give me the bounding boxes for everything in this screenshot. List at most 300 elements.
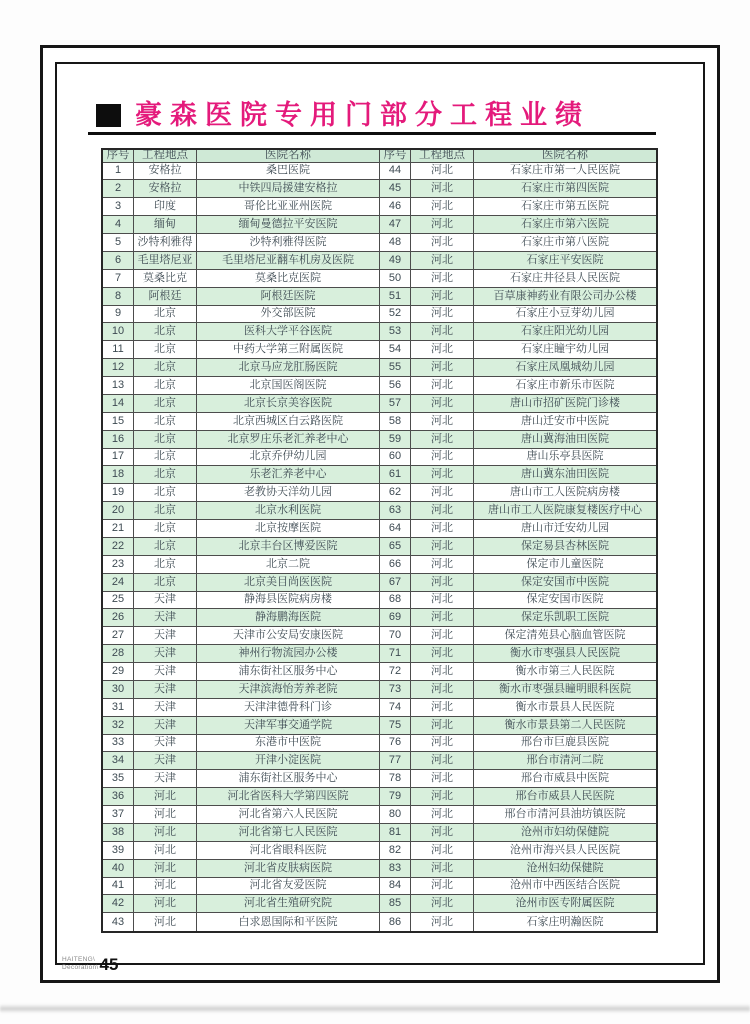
cell-hospital: 中药大学第三附属医院 bbox=[197, 341, 380, 359]
cell-location: 北京 bbox=[134, 412, 197, 430]
table-row bbox=[102, 823, 657, 841]
cell-hospital: 衡水市景县人民医院 bbox=[474, 698, 658, 716]
cell-location: 北京 bbox=[134, 573, 197, 591]
cell-location: 北京 bbox=[134, 537, 197, 555]
cell-location: 河北 bbox=[411, 913, 474, 932]
cell-hospital: 沙特利雅得医院 bbox=[197, 234, 380, 252]
cell-hospital: 北京丰台区博爱医院 bbox=[197, 537, 380, 555]
cell-serial: 24 bbox=[102, 573, 134, 591]
cell-location: 河北 bbox=[134, 913, 197, 932]
cell-location: 河北 bbox=[411, 680, 474, 698]
cell-location: 河北 bbox=[411, 841, 474, 859]
cell-location: 河北 bbox=[411, 770, 474, 788]
cell-serial: 41 bbox=[102, 877, 134, 895]
cell-hospital: 衡水市景县第二人民医院 bbox=[474, 716, 658, 734]
cell-hospital: 河北省友爱医院 bbox=[197, 877, 380, 895]
cell-location: 河北 bbox=[411, 663, 474, 681]
cell-location: 北京 bbox=[134, 430, 197, 448]
cell-hospital: 石家庄市第一人民医院 bbox=[474, 162, 658, 180]
cell-serial: 32 bbox=[102, 716, 134, 734]
cell-hospital: 沧州市医专附属医院 bbox=[474, 895, 658, 913]
cell-hospital: 北京美目尚医医院 bbox=[197, 573, 380, 591]
cell-serial: 60 bbox=[380, 448, 411, 466]
cell-hospital: 石家庄市第四医院 bbox=[474, 180, 658, 198]
projects-table-body bbox=[102, 162, 657, 932]
cell-serial: 71 bbox=[380, 645, 411, 663]
cell-location: 河北 bbox=[134, 806, 197, 824]
cell-hospital: 缅甸曼德拉平安医院 bbox=[197, 216, 380, 234]
cell-serial: 31 bbox=[102, 698, 134, 716]
cell-location: 天津 bbox=[134, 591, 197, 609]
header-hospital-left: 医院名称 bbox=[197, 149, 380, 162]
cell-location: 河北 bbox=[411, 287, 474, 305]
cell-location: 天津 bbox=[134, 663, 197, 681]
table-row bbox=[102, 913, 657, 932]
table-row bbox=[102, 394, 657, 412]
table-row bbox=[102, 466, 657, 484]
cell-location: 北京 bbox=[134, 555, 197, 573]
cell-serial: 11 bbox=[102, 341, 134, 359]
page-title: 豪森医院专用门部分工程业绩 bbox=[135, 99, 590, 130]
table-row bbox=[102, 430, 657, 448]
cell-location: 河北 bbox=[411, 430, 474, 448]
cell-serial: 7 bbox=[102, 269, 134, 287]
cell-location: 北京 bbox=[134, 323, 197, 341]
table-row bbox=[102, 287, 657, 305]
brand-mark bbox=[62, 956, 99, 975]
cell-serial: 27 bbox=[102, 627, 134, 645]
cell-location: 河北 bbox=[134, 788, 197, 806]
table-row bbox=[102, 591, 657, 609]
cell-location: 河北 bbox=[411, 341, 474, 359]
cell-serial: 30 bbox=[102, 680, 134, 698]
cell-location: 阿根廷 bbox=[134, 287, 197, 305]
table-row bbox=[102, 269, 657, 287]
cell-location: 北京 bbox=[134, 305, 197, 323]
cell-serial: 19 bbox=[102, 484, 134, 502]
cell-serial: 67 bbox=[380, 573, 411, 591]
cell-hospital: 保定安国市医院 bbox=[474, 591, 658, 609]
cell-hospital: 开津小淀医院 bbox=[197, 752, 380, 770]
cell-location: 河北 bbox=[411, 198, 474, 216]
cell-location: 天津 bbox=[134, 627, 197, 645]
cell-location: 天津 bbox=[134, 698, 197, 716]
cell-serial: 37 bbox=[102, 806, 134, 824]
cell-serial: 13 bbox=[102, 377, 134, 395]
cell-serial: 40 bbox=[102, 859, 134, 877]
cell-location: 河北 bbox=[411, 180, 474, 198]
cell-serial: 14 bbox=[102, 394, 134, 412]
cell-serial: 81 bbox=[380, 823, 411, 841]
table-row bbox=[102, 359, 657, 377]
cell-serial: 51 bbox=[380, 287, 411, 305]
cell-serial: 83 bbox=[380, 859, 411, 877]
table-row bbox=[102, 323, 657, 341]
cell-serial: 54 bbox=[380, 341, 411, 359]
cell-location: 河北 bbox=[411, 895, 474, 913]
title-block bbox=[96, 100, 590, 130]
table-row bbox=[102, 859, 657, 877]
cell-location: 河北 bbox=[411, 162, 474, 180]
table-row bbox=[102, 162, 657, 180]
table-header-row bbox=[102, 149, 657, 162]
cell-location: 河北 bbox=[411, 788, 474, 806]
cell-serial: 39 bbox=[102, 841, 134, 859]
cell-location: 河北 bbox=[411, 806, 474, 824]
cell-hospital: 天津滨海怡芳养老院 bbox=[197, 680, 380, 698]
cell-location: 河北 bbox=[411, 251, 474, 269]
cell-serial: 74 bbox=[380, 698, 411, 716]
cell-location: 河北 bbox=[411, 466, 474, 484]
cell-hospital: 中铁四局援建安格拉 bbox=[197, 180, 380, 198]
table-row bbox=[102, 895, 657, 913]
cell-hospital: 北京罗庄乐老汇养老中心 bbox=[197, 430, 380, 448]
cell-location: 河北 bbox=[134, 823, 197, 841]
cell-serial: 49 bbox=[380, 251, 411, 269]
cell-hospital: 石家庄市第六医院 bbox=[474, 216, 658, 234]
cell-serial: 48 bbox=[380, 234, 411, 252]
cell-hospital: 神州行物流园办公楼 bbox=[197, 645, 380, 663]
table-row bbox=[102, 251, 657, 269]
table-row bbox=[102, 645, 657, 663]
table-row bbox=[102, 520, 657, 538]
cell-serial: 45 bbox=[380, 180, 411, 198]
title-bullet-square-icon bbox=[96, 104, 121, 127]
header-location-left: 工程地点 bbox=[134, 149, 197, 162]
cell-serial: 22 bbox=[102, 537, 134, 555]
cell-serial: 80 bbox=[380, 806, 411, 824]
cell-hospital: 唐山迁安市中医院 bbox=[474, 412, 658, 430]
table-row bbox=[102, 806, 657, 824]
cell-hospital: 邢台市巨鹿县医院 bbox=[474, 734, 658, 752]
cell-serial: 25 bbox=[102, 591, 134, 609]
cell-serial: 75 bbox=[380, 716, 411, 734]
table-row bbox=[102, 341, 657, 359]
cell-hospital: 沧州妇幼保健院 bbox=[474, 859, 658, 877]
cell-location: 北京 bbox=[134, 502, 197, 520]
footer bbox=[62, 941, 118, 975]
cell-serial: 82 bbox=[380, 841, 411, 859]
cell-serial: 36 bbox=[102, 788, 134, 806]
cell-hospital: 北京西城区白云路医院 bbox=[197, 412, 380, 430]
table-row bbox=[102, 198, 657, 216]
cell-location: 北京 bbox=[134, 359, 197, 377]
cell-location: 河北 bbox=[411, 645, 474, 663]
cell-location: 沙特利雅得 bbox=[134, 234, 197, 252]
cell-location: 莫桑比克 bbox=[134, 269, 197, 287]
cell-hospital: 保定市儿童医院 bbox=[474, 555, 658, 573]
cell-hospital: 静海县医院病房楼 bbox=[197, 591, 380, 609]
cell-hospital: 保定易县杏林医院 bbox=[474, 537, 658, 555]
cell-hospital: 唐山冀海油田医院 bbox=[474, 430, 658, 448]
cell-location: 河北 bbox=[411, 537, 474, 555]
table-row bbox=[102, 412, 657, 430]
cell-serial: 6 bbox=[102, 251, 134, 269]
cell-serial: 9 bbox=[102, 305, 134, 323]
cell-hospital: 石家庄市第五医院 bbox=[474, 198, 658, 216]
cell-location: 河北 bbox=[411, 627, 474, 645]
cell-serial: 33 bbox=[102, 734, 134, 752]
cell-serial: 84 bbox=[380, 877, 411, 895]
cell-serial: 3 bbox=[102, 198, 134, 216]
cell-hospital: 唐山冀东油田医院 bbox=[474, 466, 658, 484]
cell-location: 北京 bbox=[134, 341, 197, 359]
cell-hospital: 石家庄明瀚医院 bbox=[474, 913, 658, 932]
cell-serial: 50 bbox=[380, 269, 411, 287]
cell-hospital: 石家庄平安医院 bbox=[474, 251, 658, 269]
cell-location: 北京 bbox=[134, 377, 197, 395]
table-row bbox=[102, 484, 657, 502]
cell-hospital: 浦东街社区服务中心 bbox=[197, 663, 380, 681]
table-row bbox=[102, 752, 657, 770]
cell-hospital: 唐山市工人医院康复楼医疗中心 bbox=[474, 502, 658, 520]
cell-serial: 57 bbox=[380, 394, 411, 412]
header-serial-right: 序号 bbox=[380, 149, 411, 162]
page-number: 45 bbox=[99, 955, 119, 974]
cell-location: 河北 bbox=[411, 269, 474, 287]
cell-hospital: 衡水市枣强县人民医院 bbox=[474, 645, 658, 663]
cell-location: 印度 bbox=[134, 198, 197, 216]
table-row bbox=[102, 716, 657, 734]
cell-location: 北京 bbox=[134, 394, 197, 412]
table-row bbox=[102, 663, 657, 681]
cell-location: 河北 bbox=[411, 359, 474, 377]
cell-hospital: 河北省第六人民医院 bbox=[197, 806, 380, 824]
cell-serial: 79 bbox=[380, 788, 411, 806]
cell-serial: 35 bbox=[102, 770, 134, 788]
cell-location: 河北 bbox=[411, 555, 474, 573]
cell-hospital: 毛里塔尼亚翻车机房及医院 bbox=[197, 251, 380, 269]
cell-hospital: 石家庄凤凰城幼儿园 bbox=[474, 359, 658, 377]
cell-serial: 70 bbox=[380, 627, 411, 645]
cell-location: 北京 bbox=[134, 466, 197, 484]
table-row bbox=[102, 234, 657, 252]
cell-location: 天津 bbox=[134, 734, 197, 752]
cell-serial: 10 bbox=[102, 323, 134, 341]
cell-hospital: 哥伦比亚亚州医院 bbox=[197, 198, 380, 216]
table-row bbox=[102, 180, 657, 198]
cell-hospital: 乐老汇养老中心 bbox=[197, 466, 380, 484]
cell-hospital: 邢台市清河县油坊镇医院 bbox=[474, 806, 658, 824]
cell-location: 北京 bbox=[134, 484, 197, 502]
cell-hospital: 沧州市海兴县人民医院 bbox=[474, 841, 658, 859]
cell-serial: 12 bbox=[102, 359, 134, 377]
cell-hospital: 老教协天洋幼儿园 bbox=[197, 484, 380, 502]
table-row bbox=[102, 537, 657, 555]
cell-hospital: 河北省皮肤病医院 bbox=[197, 859, 380, 877]
cell-location: 河北 bbox=[134, 895, 197, 913]
cell-serial: 1 bbox=[102, 162, 134, 180]
cell-serial: 73 bbox=[380, 680, 411, 698]
cell-serial: 56 bbox=[380, 377, 411, 395]
cell-location: 河北 bbox=[134, 841, 197, 859]
cell-location: 河北 bbox=[411, 448, 474, 466]
cell-location: 北京 bbox=[134, 448, 197, 466]
header-hospital-right: 医院名称 bbox=[474, 149, 658, 162]
title-underline bbox=[88, 132, 656, 135]
cell-hospital: 北京二院 bbox=[197, 555, 380, 573]
cell-serial: 66 bbox=[380, 555, 411, 573]
cell-location: 北京 bbox=[134, 520, 197, 538]
cell-location: 河北 bbox=[411, 412, 474, 430]
table-row bbox=[102, 734, 657, 752]
cell-hospital: 北京马应龙肛肠医院 bbox=[197, 359, 380, 377]
cell-hospital: 沧州市妇幼保健院 bbox=[474, 823, 658, 841]
photo-edge-shadow bbox=[0, 1004, 750, 1013]
cell-hospital: 河北省医科大学第四医院 bbox=[197, 788, 380, 806]
cell-serial: 62 bbox=[380, 484, 411, 502]
table-row bbox=[102, 305, 657, 323]
cell-hospital: 医科大学平谷医院 bbox=[197, 323, 380, 341]
cell-hospital: 白求恩国际和平医院 bbox=[197, 913, 380, 932]
cell-serial: 53 bbox=[380, 323, 411, 341]
cell-location: 天津 bbox=[134, 716, 197, 734]
table-row bbox=[102, 877, 657, 895]
cell-hospital: 河北省第七人民医院 bbox=[197, 823, 380, 841]
cell-hospital: 北京按摩医院 bbox=[197, 520, 380, 538]
cell-location: 缅甸 bbox=[134, 216, 197, 234]
cell-hospital: 北京长京美容医院 bbox=[197, 394, 380, 412]
table-row bbox=[102, 377, 657, 395]
table-row bbox=[102, 216, 657, 234]
cell-serial: 38 bbox=[102, 823, 134, 841]
table-row bbox=[102, 627, 657, 645]
cell-serial: 17 bbox=[102, 448, 134, 466]
cell-hospital: 沧州市中西医结合医院 bbox=[474, 877, 658, 895]
cell-serial: 42 bbox=[102, 895, 134, 913]
cell-hospital: 邢台市威县中医院 bbox=[474, 770, 658, 788]
table-row bbox=[102, 502, 657, 520]
table-row bbox=[102, 680, 657, 698]
table-row bbox=[102, 573, 657, 591]
table-row bbox=[102, 788, 657, 806]
cell-hospital: 河北省生殖研究院 bbox=[197, 895, 380, 913]
cell-serial: 26 bbox=[102, 609, 134, 627]
cell-serial: 52 bbox=[380, 305, 411, 323]
cell-location: 毛里塔尼亚 bbox=[134, 251, 197, 269]
table-row bbox=[102, 770, 657, 788]
cell-serial: 46 bbox=[380, 198, 411, 216]
cell-location: 河北 bbox=[411, 234, 474, 252]
cell-location: 河北 bbox=[411, 216, 474, 234]
cell-serial: 5 bbox=[102, 234, 134, 252]
cell-location: 河北 bbox=[411, 609, 474, 627]
cell-serial: 65 bbox=[380, 537, 411, 555]
cell-hospital: 石家庄瞳宇幼儿园 bbox=[474, 341, 658, 359]
cell-location: 安格拉 bbox=[134, 162, 197, 180]
cell-serial: 72 bbox=[380, 663, 411, 681]
cell-hospital: 桑巴医院 bbox=[197, 162, 380, 180]
table-row bbox=[102, 698, 657, 716]
cell-hospital: 保定乐凯职工医院 bbox=[474, 609, 658, 627]
cell-hospital: 天津津德骨科门诊 bbox=[197, 698, 380, 716]
projects-table bbox=[101, 148, 658, 933]
cell-hospital: 天津市公安局安康医院 bbox=[197, 627, 380, 645]
cell-location: 河北 bbox=[411, 377, 474, 395]
cell-serial: 23 bbox=[102, 555, 134, 573]
cell-hospital: 唐山市迁安幼儿园 bbox=[474, 520, 658, 538]
cell-location: 河北 bbox=[411, 752, 474, 770]
header-serial-left: 序号 bbox=[102, 149, 134, 162]
cell-serial: 58 bbox=[380, 412, 411, 430]
cell-serial: 29 bbox=[102, 663, 134, 681]
cell-serial: 61 bbox=[380, 466, 411, 484]
cell-location: 河北 bbox=[134, 859, 197, 877]
cell-hospital: 唐山乐亭县医院 bbox=[474, 448, 658, 466]
cell-hospital: 阿根廷医院 bbox=[197, 287, 380, 305]
table-row bbox=[102, 555, 657, 573]
cell-serial: 63 bbox=[380, 502, 411, 520]
inner-frame bbox=[55, 62, 705, 974]
cell-serial: 16 bbox=[102, 430, 134, 448]
cell-serial: 15 bbox=[102, 412, 134, 430]
table-row bbox=[102, 448, 657, 466]
cell-serial: 43 bbox=[102, 913, 134, 932]
cell-location: 河北 bbox=[411, 502, 474, 520]
cell-location: 河北 bbox=[411, 394, 474, 412]
cell-hospital: 静海鹏海医院 bbox=[197, 609, 380, 627]
cell-location: 天津 bbox=[134, 752, 197, 770]
cell-serial: 47 bbox=[380, 216, 411, 234]
cell-location: 河北 bbox=[411, 305, 474, 323]
outer-frame bbox=[40, 45, 720, 983]
cell-hospital: 唐山市招矿医院门诊楼 bbox=[474, 394, 658, 412]
cell-serial: 77 bbox=[380, 752, 411, 770]
cell-location: 天津 bbox=[134, 609, 197, 627]
cell-location: 河北 bbox=[411, 698, 474, 716]
cell-location: 河北 bbox=[411, 859, 474, 877]
cell-hospital: 邢台市清河二院 bbox=[474, 752, 658, 770]
cell-hospital: 衡水市枣强县瞳明眼科医院 bbox=[474, 680, 658, 698]
cell-hospital: 石家庄井径县人民医院 bbox=[474, 269, 658, 287]
cell-serial: 69 bbox=[380, 609, 411, 627]
cell-serial: 59 bbox=[380, 430, 411, 448]
cell-location: 河北 bbox=[411, 484, 474, 502]
cell-hospital: 北京国医阁医院 bbox=[197, 377, 380, 395]
cell-hospital: 河北省眼科医院 bbox=[197, 841, 380, 859]
cell-hospital: 保定安国市中医院 bbox=[474, 573, 658, 591]
cell-location: 河北 bbox=[411, 323, 474, 341]
cell-location: 河北 bbox=[411, 877, 474, 895]
cell-hospital: 北京乔伊幼儿园 bbox=[197, 448, 380, 466]
brand-line2: Decoration\ bbox=[62, 963, 99, 971]
cell-location: 天津 bbox=[134, 770, 197, 788]
cell-serial: 44 bbox=[380, 162, 411, 180]
cell-location: 河北 bbox=[134, 877, 197, 895]
cell-location: 河北 bbox=[411, 823, 474, 841]
cell-hospital: 石家庄小豆芽幼儿园 bbox=[474, 305, 658, 323]
cell-hospital: 莫桑比克医院 bbox=[197, 269, 380, 287]
cell-serial: 2 bbox=[102, 180, 134, 198]
cell-serial: 21 bbox=[102, 520, 134, 538]
cell-hospital: 北京水利医院 bbox=[197, 502, 380, 520]
cell-location: 河北 bbox=[411, 734, 474, 752]
cell-hospital: 石家庄市新乐市医院 bbox=[474, 377, 658, 395]
cell-hospital: 邢台市威县人民医院 bbox=[474, 788, 658, 806]
cell-hospital: 东港市中医院 bbox=[197, 734, 380, 752]
cell-hospital: 石家庄市第八医院 bbox=[474, 234, 658, 252]
cell-location: 河北 bbox=[411, 520, 474, 538]
cell-hospital: 百草康神药业有限公司办公楼 bbox=[474, 287, 658, 305]
cell-hospital: 保定清苑县心脑血管医院 bbox=[474, 627, 658, 645]
cell-location: 河北 bbox=[411, 591, 474, 609]
cell-hospital: 唐山市工人医院病房楼 bbox=[474, 484, 658, 502]
cell-location: 安格拉 bbox=[134, 180, 197, 198]
cell-location: 天津 bbox=[134, 680, 197, 698]
cell-hospital: 外交部医院 bbox=[197, 305, 380, 323]
header-location-right: 工程地点 bbox=[411, 149, 474, 162]
cell-location: 河北 bbox=[411, 573, 474, 591]
